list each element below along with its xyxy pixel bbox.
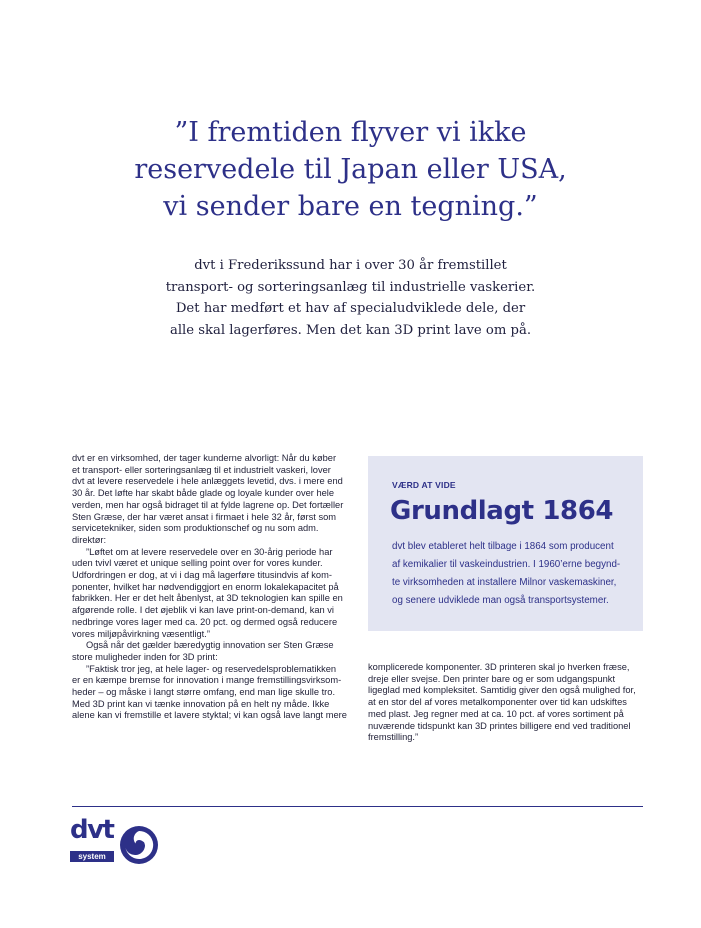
headline-quote [0,114,701,225]
body-line: Med 3D print kan vi tænke innovation på en helt ny måde. Ikke [72,698,330,709]
swirl-icon [118,824,160,866]
body-line: direktør: [72,534,107,545]
body-line: servicetekniker, siden som produktionschef og nu som adm. [72,523,319,534]
body-line: verden, men har også bidraget til at fylde lagrene op. Det fortæller [72,499,344,510]
fact-box-line: te virksomheden at installere Milnor vaskemaskiner, [392,577,617,588]
body-line: Også når det gælder bæredygtig innovation ser Sten Græse [86,640,334,651]
body-line: heder – og måske i langt større omfang, end man lige skulle tro. [72,687,336,698]
logo-wordmark: dvt [70,815,114,845]
body-line: fabrikken. Her er det helt åbenlyst, at 3D teknologien kan spille en [72,593,343,604]
body-line: at en stor del af vores metalkomponenter over tid kan udskiftes [368,697,627,708]
body-line: med plast. Jeg regner med at ca. 10 pct. af vores sortiment på [368,708,624,719]
headline-line: vi sender bare en tegning.” [163,191,538,222]
intro-paragraph [0,255,701,341]
body-line: alene kan vi fremstille et lavere styktal; vi kan også lave langt mere [72,710,347,721]
body-line: ”Faktisk tror jeg, at hele lager- og reservedelsproblematikken [86,663,337,674]
body-line: er en kæmpe bremse for innovation i mange fremstillingsvirksom- [72,675,342,686]
body-line: ligeglad med kompleksitet. Samtidig giver den også mulighed for, [368,685,636,696]
fact-box-title: Grundlagt 1864 [390,496,614,526]
body-line: nuværende tidspunkt kan 3D printes billigere end ved traditionel [368,720,631,731]
fact-box-line: af kemikalier til vaskeindustrien. I 1960’erne begynd- [392,559,621,570]
body-line: nedbringe vores lager med ca. 20 pct. og dermed også reducere [72,616,338,627]
logo-subtitle: system [70,851,114,862]
body-line: Udfordringen er dog, at vi i dag må lagerføre titusindvis af kom- [72,570,332,581]
body-line: ponenter, hvilket har nødvendiggjort en enorm lokalekapacitet på [72,581,339,592]
body-line: et transport- eller sorteringsanlæg til et industrielt vaskeri, lover [72,464,331,475]
intro-line: alle skal lagerføres. Men det kan 3D print lave om på. [169,322,532,338]
body-line: store muligheder inden for 3D print: [72,651,218,662]
footer-divider [72,806,643,807]
body-line: Sten Græse, der har været ansat i firmaet i hele 32 år, først som [72,511,337,522]
body-line: dvt er en virksomhed, der tager kunderne alvorligt: Når du køber [72,453,337,463]
body-line: vores miljøpåvirkning væsentligt.” [72,628,210,639]
fact-box [368,456,643,631]
intro-line: dvt i Frederikssund har i over 30 år fremstillet [194,258,507,273]
headline-line: ”I fremtiden flyver vi ikke [174,117,527,148]
body-line: dvt at levere reservedele i hele anlæggets levetid, dvs. i mere end [72,476,343,487]
body-line: komplicerede komponenter. 3D printeren skal jo hverken fræse, [368,662,630,672]
body-line: dreje eller svejse. Den printer bare og er som udgangspunkt [368,673,616,684]
fact-box-line: dvt blev etableret helt tilbage i 1864 som producent [392,541,614,552]
body-line: uden tvivl været et unique selling point over for vores kunder. [72,558,323,569]
intro-line: Det har medført et hav af specialudviklede dele, der [175,301,526,316]
body-line: ”Løftet om at levere reservedele over en 30-årig periode har [86,546,333,557]
headline-line: reservedele til Japan eller USA, [134,154,567,185]
intro-line: transport- og sorteringsanlæg til industrielle vaskerier. [165,279,536,295]
fact-box-line: og senere udviklede man også transportsystemer. [392,595,609,606]
fact-box-kicker: VÆRD AT VIDE [392,480,456,490]
dvt-logo [70,815,162,867]
fact-box-body [392,538,632,610]
body-line: fremstilling.” [368,732,419,743]
body-line: afgørende rolle. I det øjeblik vi kan lave print-on-demand, kan vi [72,605,334,616]
body-line: 30 år. Det løfte har skabt både glade og loyale kunder over hele [72,488,335,499]
body-column-right [368,662,643,744]
body-column-left [72,453,362,722]
